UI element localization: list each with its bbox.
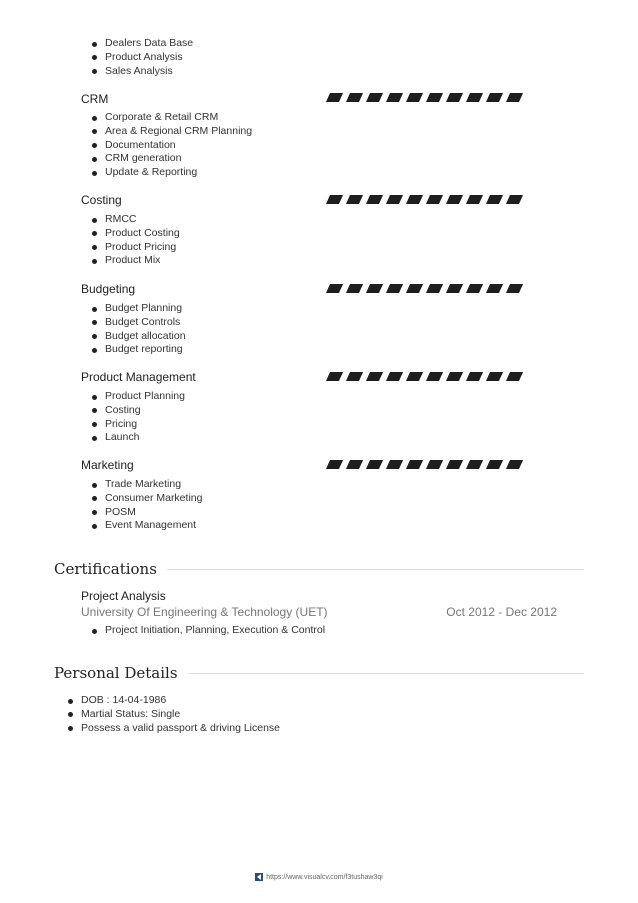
skill-level-bar	[326, 460, 526, 469]
skill-level-segment	[346, 93, 363, 102]
skill-level-segment	[366, 372, 383, 381]
list-item: Launch	[81, 431, 185, 445]
skill-level-bar	[326, 372, 526, 381]
list-item: Product Planning	[81, 390, 185, 404]
skill-level-segment	[346, 195, 363, 204]
section-title: Certifications	[54, 560, 157, 578]
list-item: Update & Reporting	[81, 166, 252, 180]
list-item: Product Pricing	[81, 241, 180, 255]
skill-level-segment	[426, 284, 443, 293]
skill-level-segment	[366, 284, 383, 293]
skill-level-bar	[326, 195, 526, 204]
skill-level-segment	[446, 195, 463, 204]
skill-level-segment	[406, 372, 423, 381]
skill-level-segment	[466, 284, 483, 293]
skill-level-segment	[446, 460, 463, 469]
footer	[0, 873, 638, 881]
skill-level-segment	[506, 460, 523, 469]
skill-level-segment	[386, 460, 403, 469]
skill-level-segment	[506, 284, 523, 293]
certifications-section-header	[54, 560, 584, 578]
skill-level-segment	[326, 93, 343, 102]
skill-list-costing	[81, 213, 180, 268]
list-item: Sales Analysis	[81, 65, 193, 79]
certification-title: Project Analysis	[81, 589, 166, 603]
skill-level-segment	[326, 460, 343, 469]
skill-level-segment	[506, 93, 523, 102]
list-item: Budget Planning	[81, 302, 186, 316]
skill-level-bar	[326, 93, 526, 102]
skill-level-segment	[366, 460, 383, 469]
personal-details-section-header	[54, 664, 584, 682]
skill-level-segment	[426, 460, 443, 469]
skill-level-segment	[326, 372, 343, 381]
certification-dates: Oct 2012 - Dec 2012	[446, 605, 557, 619]
skill-level-segment	[466, 195, 483, 204]
skill-level-segment	[366, 93, 383, 102]
list-item: Area & Regional CRM Planning	[81, 125, 252, 139]
list-item: Product Mix	[81, 254, 180, 268]
list-item: Corporate & Retail CRM	[81, 111, 252, 125]
personal-details-list	[57, 694, 280, 735]
skill-title-costing: Costing	[81, 193, 122, 207]
footer-link[interactable]: https://www.visualcv.com/f3tushaw3qi	[266, 873, 383, 881]
visualcv-logo-icon	[255, 873, 263, 881]
skill-level-bar	[326, 284, 526, 293]
skill-title-crm: CRM	[81, 92, 109, 106]
skill-level-segment	[446, 93, 463, 102]
skill-title-budgeting: Budgeting	[81, 282, 136, 296]
divider	[188, 673, 584, 674]
skill-level-segment	[326, 195, 343, 204]
list-item: Product Costing	[81, 227, 180, 241]
certification-details	[81, 624, 325, 638]
section-title: Personal Details	[54, 664, 178, 682]
skill-level-segment	[486, 93, 503, 102]
skill-level-segment	[366, 195, 383, 204]
skill-level-segment	[466, 93, 483, 102]
skill-level-segment	[426, 93, 443, 102]
list-item: Costing	[81, 404, 185, 418]
top-skill-list	[81, 37, 193, 78]
divider	[167, 569, 584, 570]
list-item: Product Analysis	[81, 51, 193, 65]
skill-level-segment	[466, 372, 483, 381]
list-item: Possess a valid passport & driving License	[57, 722, 280, 736]
list-item: DOB : 14-04-1986	[57, 694, 280, 708]
list-item: RMCC	[81, 213, 180, 227]
list-item: POSM	[81, 506, 202, 520]
skill-level-segment	[326, 284, 343, 293]
list-item: Dealers Data Base	[81, 37, 193, 51]
skill-list-budgeting	[81, 302, 186, 357]
skill-level-segment	[386, 284, 403, 293]
skill-level-segment	[486, 195, 503, 204]
skill-level-segment	[406, 195, 423, 204]
skill-level-segment	[386, 372, 403, 381]
skill-level-segment	[486, 460, 503, 469]
skill-level-segment	[386, 195, 403, 204]
skill-list-marketing	[81, 478, 202, 533]
list-item: Event Management	[81, 519, 202, 533]
list-item: Budget Controls	[81, 316, 186, 330]
skill-level-segment	[446, 284, 463, 293]
skill-level-segment	[446, 372, 463, 381]
skill-level-segment	[346, 372, 363, 381]
certification-org: University Of Engineering & Technology (UET)	[81, 605, 328, 619]
skill-level-segment	[506, 372, 523, 381]
skill-level-segment	[486, 284, 503, 293]
skill-level-segment	[406, 93, 423, 102]
skill-list-crm	[81, 111, 252, 180]
list-item: Budget reporting	[81, 343, 186, 357]
skill-level-segment	[386, 93, 403, 102]
list-item: Project Initiation, Planning, Execution & Control	[81, 624, 325, 638]
skill-level-segment	[406, 460, 423, 469]
list-item: Pricing	[81, 418, 185, 432]
list-item: Trade Marketing	[81, 478, 202, 492]
skill-level-segment	[486, 372, 503, 381]
skill-level-segment	[346, 284, 363, 293]
skill-title-product-management: Product Management	[81, 370, 196, 384]
list-item: CRM generation	[81, 152, 252, 166]
skill-level-segment	[466, 460, 483, 469]
list-item: Martial Status: Single	[57, 708, 280, 722]
list-item: Consumer Marketing	[81, 492, 202, 506]
list-item: Documentation	[81, 139, 252, 153]
skill-level-segment	[426, 372, 443, 381]
list-item: Budget allocation	[81, 330, 186, 344]
skill-list-product-management	[81, 390, 185, 445]
skill-title-marketing: Marketing	[81, 458, 134, 472]
skill-level-segment	[346, 460, 363, 469]
skill-level-segment	[506, 195, 523, 204]
skill-level-segment	[406, 284, 423, 293]
skill-level-segment	[426, 195, 443, 204]
